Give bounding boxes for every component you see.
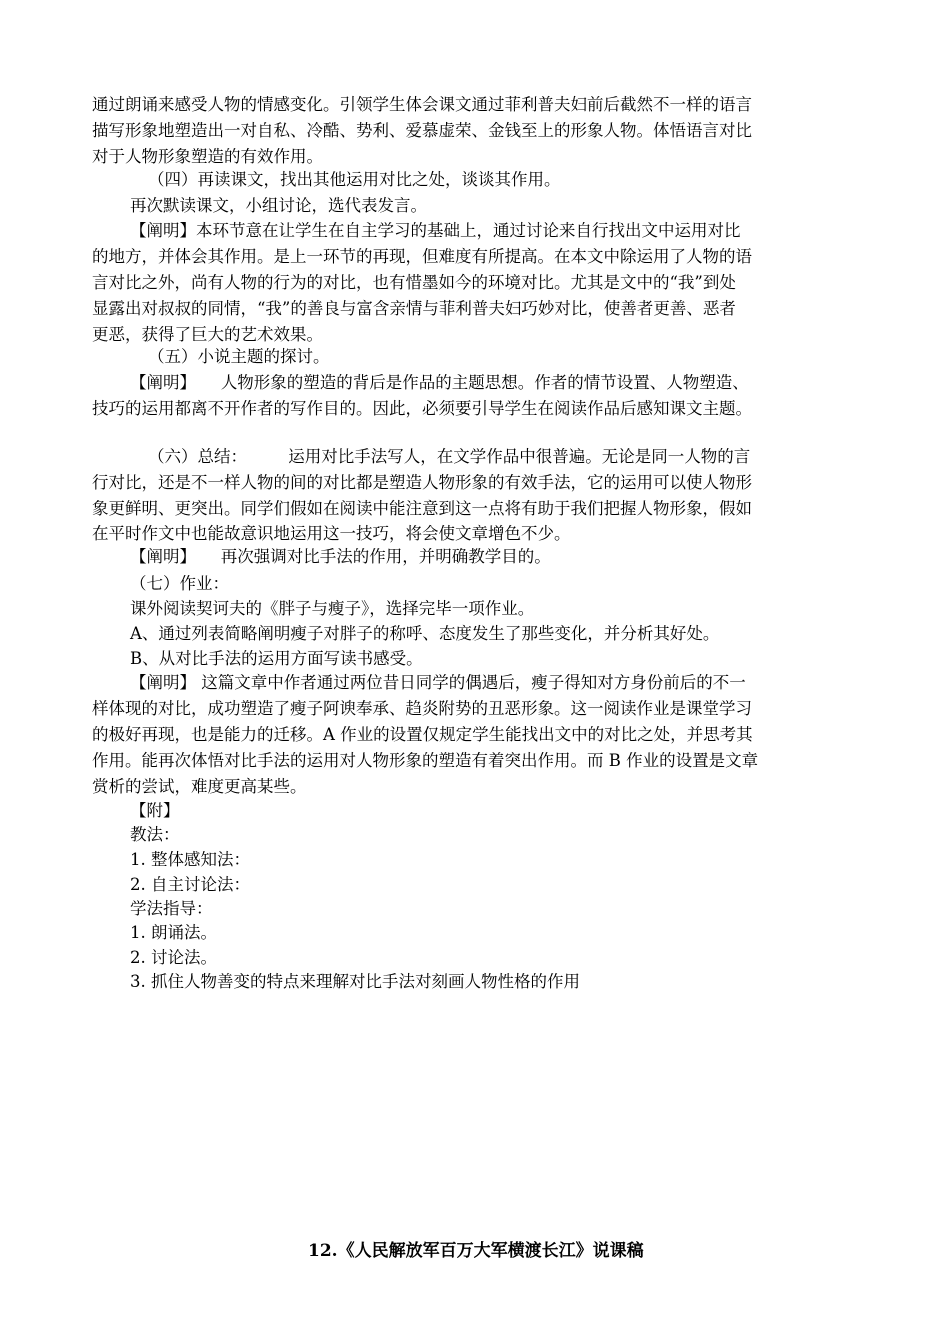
paragraph-line: 作用。能再次体悟对比手法的运用对人物形象的塑造有着突出作用。而 B 作业的设置是文章 bbox=[92, 751, 759, 770]
next-section-title: 12.《人民解放军百万大军横渡长江》说课稿 bbox=[308, 1241, 644, 1261]
paragraph-line: 技巧的运用都离不开作者的写作目的。因此，必须要引导学生在阅读作品后感知课文主题。 bbox=[92, 399, 752, 418]
section-heading-5: （五）小说主题的探讨。 bbox=[148, 347, 330, 366]
explanation-line: 【阐明】本环节意在让学生在自主学习的基础上，通过讨论来自行找出文中运用对比 bbox=[130, 221, 741, 240]
paragraph-line: 样体现的对比，成功塑造了瘦子阿谀奉承、趋炎附势的丑恶形象。这一阅读作业是课堂学习 bbox=[92, 699, 752, 718]
list-heading: 教法： bbox=[130, 825, 180, 844]
list-item: 2. 自主讨论法： bbox=[130, 875, 250, 894]
paragraph-line: 再次默读课文，小组讨论，选代表发言。 bbox=[130, 196, 427, 215]
list-item: 3. 抓住人物善变的特点来理解对比手法对刻画人物性格的作用 bbox=[130, 972, 580, 991]
explanation-line: 【阐明】 再次强调对比手法的作用，并明确教学目的。 bbox=[130, 547, 551, 566]
list-heading: 学法指导： bbox=[130, 899, 213, 918]
paragraph-line: 描写形象地塑造出一对自私、冷酷、势利、爱慕虚荣、金钱至上的形象人物。体悟语言对比 bbox=[92, 121, 752, 140]
section-heading-7: （七）作业： bbox=[130, 574, 229, 593]
paragraph-line: 更恶，获得了巨大的艺术效果。 bbox=[92, 325, 323, 344]
paragraph-line: 显露出对叔叔的同情，“我”的善良与富含亲情与菲利普夫妇巧妙对比，使善者更善、恶者 bbox=[92, 299, 736, 318]
list-item: 1. 朗诵法。 bbox=[130, 923, 217, 942]
appendix-label: 【附】 bbox=[130, 801, 180, 820]
list-item: 1. 整体感知法： bbox=[130, 850, 250, 869]
paragraph-line: 对于人物形象塑造的有效作用。 bbox=[92, 147, 323, 166]
homework-option-b: B、从对比手法的运用方面写读书感受。 bbox=[130, 649, 423, 668]
section-heading-4: （四）再读课文，找出其他运用对比之处，谈谈其作用。 bbox=[148, 170, 561, 189]
explanation-line: 【阐明】 人物形象的塑造的背后是作品的主题思想。作者的情节设置、人物塑造、 bbox=[130, 373, 749, 392]
paragraph-line: 的地方，并体会其作用。是上一环节的再现，但难度有所提高。在本文中除运用了人物的语 bbox=[92, 247, 752, 266]
section-heading-6: （六）总结： 运用对比手法写人，在文学作品中很普遍。无论是同一人物的言 bbox=[148, 447, 751, 466]
paragraph-line: 行对比，还是不一样人物的间的对比都是塑造人物形象的有效手法，它的运用可以使人物形 bbox=[92, 473, 752, 492]
explanation-line: 【阐明】 这篇文章中作者通过两位昔日同学的偶遇后，瘦子得知对方身份前后的不一 bbox=[130, 673, 746, 692]
paragraph-line: 在平时作文中也能故意识地运用这一技巧，将会使文章增色不少。 bbox=[92, 524, 571, 543]
paragraph-line: 言对比之外，尚有人物的行为的对比，也有惜墨如今的环境对比。尤其是文中的“我”到处 bbox=[92, 273, 736, 292]
list-item: 2. 讨论法。 bbox=[130, 948, 217, 967]
paragraph-line: 赏析的尝试，难度更高某些。 bbox=[92, 777, 307, 796]
paragraph-line: 象更鲜明、更突出。同学们假如在阅读中能注意到这一点将有助于我们把握人物形象，假如 bbox=[92, 499, 752, 518]
paragraph-line: 的极好再现，也是能力的迁移。A 作业的设置仅规定学生能找出文中的对比之处，并思考其 bbox=[92, 725, 753, 744]
homework-option-a: A、通过列表简略阐明瘦子对胖子的称呼、态度发生了那些变化，并分析其好处。 bbox=[130, 624, 720, 643]
paragraph-line: 通过朗诵来感受人物的情感变化。引领学生体会课文通过菲利普夫妇前后截然不一样的语言 bbox=[92, 95, 752, 114]
paragraph-line: 课外阅读契诃夫的《胖子与瘦子》，选择完毕一项作业。 bbox=[130, 599, 535, 618]
